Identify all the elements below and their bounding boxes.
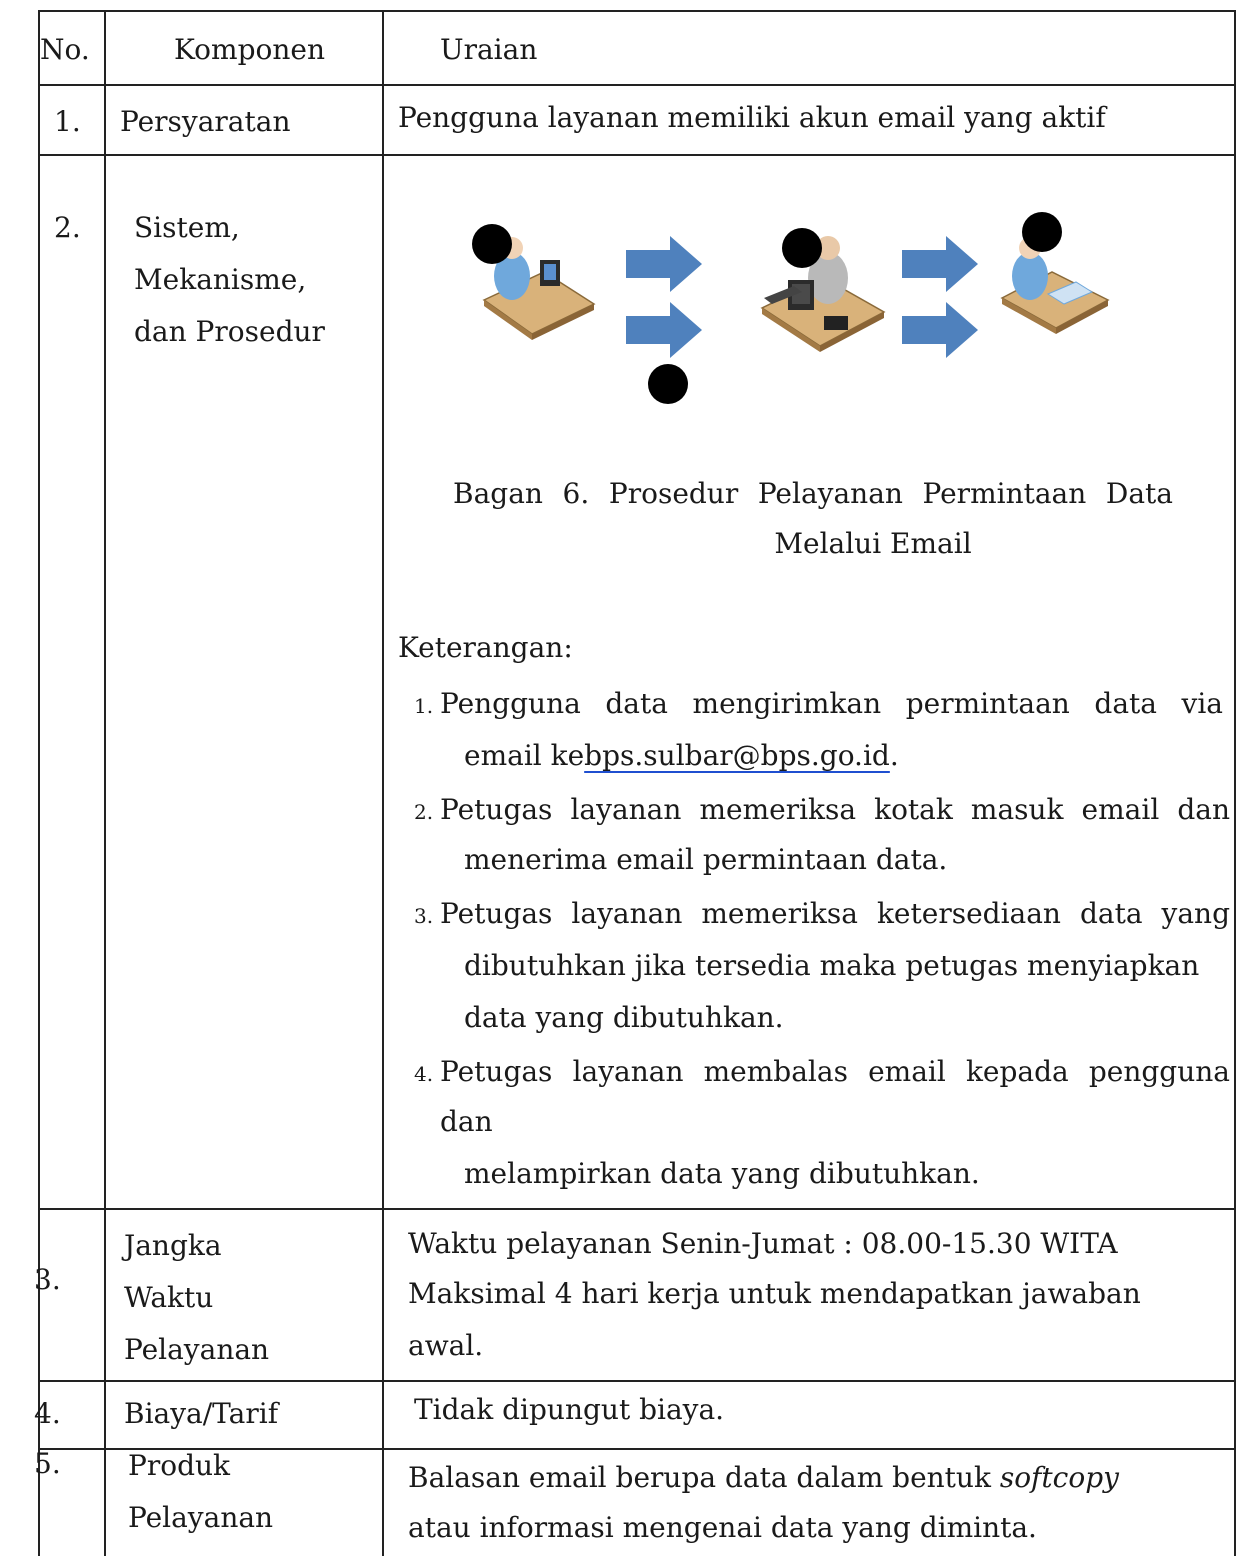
row4-uraian: Tidak dipungut biaya.: [414, 1393, 725, 1426]
item-number: 3.: [414, 904, 434, 928]
table-border-left: [38, 10, 40, 1556]
row4-no: 4.: [34, 1397, 61, 1430]
officer-desk-icon: [754, 228, 894, 358]
item-text: dan: [440, 1105, 493, 1138]
row-divider: [38, 1208, 1236, 1210]
item-text: dibutuhkan jika tersedia maka petugas menyiapkan: [464, 949, 1200, 982]
row5-no: 5.: [34, 1447, 61, 1480]
step-2-marker: [648, 364, 688, 404]
email-link[interactable]: bps.sulbar@bps.go.id: [584, 739, 890, 772]
row1-no: 1.: [54, 105, 81, 138]
item-text: data yang dibutuhkan.: [464, 1001, 784, 1034]
table-border-right: [1234, 10, 1236, 1556]
column-divider-no: [104, 10, 106, 1556]
row3-no: 3.: [34, 1263, 61, 1296]
arrows-icon: [626, 234, 706, 364]
item-number: 2.: [414, 800, 434, 824]
item-text: Petugas layanan memeriksa kotak masuk email dan: [440, 793, 1230, 826]
item-number: 1.: [414, 694, 434, 718]
row-divider: [38, 84, 1236, 86]
column-divider-komponen: [382, 10, 384, 1556]
keterangan-heading: Keterangan:: [398, 631, 573, 664]
row2-no: 2.: [54, 211, 81, 244]
row-divider: [38, 1380, 1236, 1382]
row3-uraian-line: awal.: [408, 1329, 484, 1362]
row3-komponen-line: Jangka: [124, 1229, 222, 1262]
header-komponen: Komponen: [174, 33, 325, 66]
item-text: Petugas layanan memeriksa ketersediaan data yang: [440, 897, 1230, 930]
row3-uraian-line: Waktu pelayanan Senin-Jumat : 08.00-15.30 WITA: [408, 1227, 1118, 1260]
row3-uraian-line: Maksimal 4 hari kerja untuk mendapatkan jawaban: [408, 1277, 1141, 1310]
item-number: 4.: [414, 1062, 434, 1086]
item-text: email kebps.sulbar@bps.go.id.: [464, 739, 899, 772]
row5-komponen-line: Pelayanan: [128, 1501, 274, 1534]
item-text: Pengguna data mengirimkan permintaan data via: [440, 687, 1223, 720]
table-border-top: [38, 10, 1236, 12]
row2-komponen-line: Mekanisme,: [134, 263, 307, 296]
row1-uraian: Pengguna layanan memiliki akun email yang aktif: [398, 101, 1106, 134]
row1-komponen: Persyaratan: [120, 105, 291, 138]
row3-komponen-line: Pelayanan: [124, 1333, 270, 1366]
item-text: menerima email permintaan data.: [464, 843, 948, 876]
item-text: Petugas layanan membalas email kepada pengguna: [440, 1055, 1230, 1088]
row-divider: [38, 154, 1236, 156]
step-1-marker: [472, 224, 512, 264]
row2-komponen-line: dan Prosedur: [134, 315, 325, 348]
diagram-caption: Melalui Email: [774, 527, 972, 560]
row3-komponen-line: Waktu: [124, 1281, 214, 1314]
row5-komponen-line: Produk: [128, 1449, 231, 1482]
step-3-marker: [782, 228, 822, 268]
row4-komponen: Biaya/Tarif: [124, 1397, 279, 1430]
header-no: No.: [40, 33, 90, 66]
arrows-icon: [902, 234, 982, 364]
row5-uraian-line: Balasan email berupa data dalam bentuk softcopy: [408, 1461, 1119, 1494]
row2-komponen-line: Sistem,: [134, 211, 240, 244]
item-text: melampirkan data yang dibutuhkan.: [464, 1157, 980, 1190]
step-4-marker: [1022, 212, 1062, 252]
row5-uraian-line: atau informasi mengenai data yang diminta.: [408, 1511, 1037, 1544]
diagram-caption: Bagan 6. Prosedur Pelayanan Permintaan Data: [453, 477, 1173, 510]
header-uraian: Uraian: [440, 33, 538, 66]
